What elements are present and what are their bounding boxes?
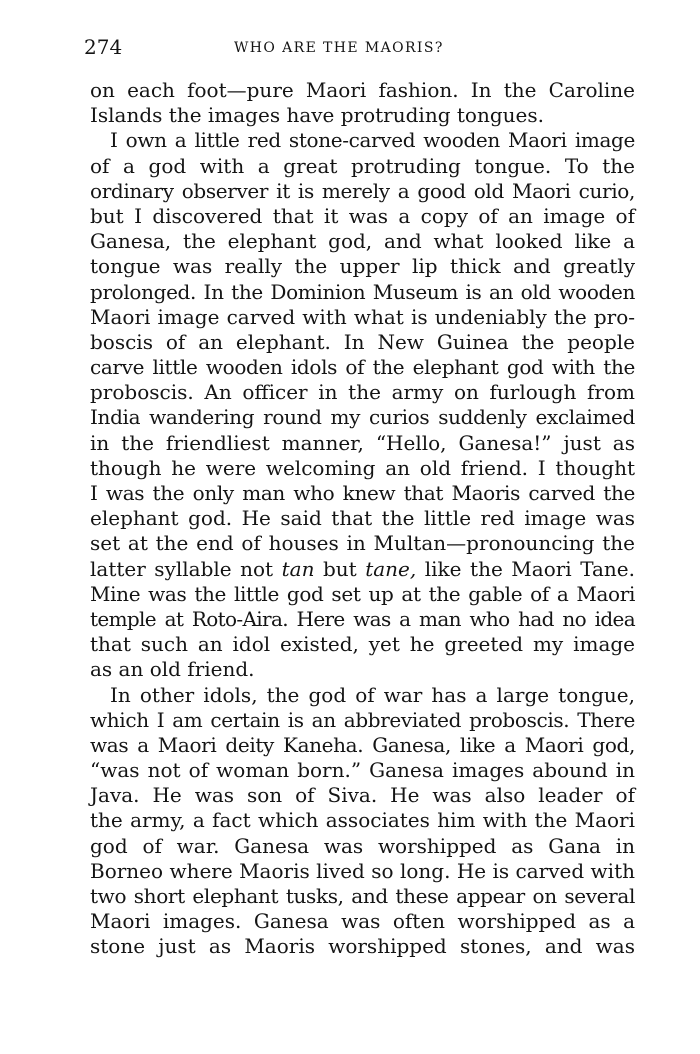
text-line: Java. He was son of Siva. He was also leader of — [90, 783, 635, 808]
text-line: I was the only man who knew that Maoris carved the — [90, 481, 635, 505]
text-line: Borneo where Maoris lived so long. He is carved with — [90, 858, 635, 883]
text-fragment: but — [314, 556, 366, 581]
text-line: the army, a fact which associates him with the Maori — [90, 808, 635, 833]
text-line: god of war. Ganesa was worshipped as Gana in — [90, 833, 635, 858]
text-line: I own a little red stone-carved wooden Maori image — [110, 128, 635, 153]
text-line: In other idols, the god of war has a large tongue, — [110, 682, 635, 707]
text-line: carve little wooden idols of the elephant god with the — [90, 355, 635, 380]
text-line: India wandering round my curios suddenly exclaimed — [90, 405, 635, 430]
page-header — [84, 30, 632, 60]
text-line: two short elephant tusks, and these appear on several — [90, 884, 635, 908]
text-line: set at the end of houses in Multan—pronouncing the — [90, 531, 635, 556]
italic-word: tane, — [365, 556, 417, 581]
text-line: stone just as Maoris worshipped stones, and was — [90, 934, 635, 959]
italic-word: tan — [281, 556, 315, 581]
text-line: Ganesa, the elephant god, and what looked like a — [90, 229, 635, 254]
text-line: proboscis. An officer in the army on furlough from — [90, 380, 635, 405]
text-line: tongue was really the upper lip thick and greatly — [90, 254, 635, 279]
text-line: Mine was the little god set up at the gable of a Maori — [90, 581, 635, 606]
text-line: of a god with a great protruding tongue. To the — [90, 153, 635, 178]
page-number: 274 — [84, 35, 123, 59]
text-line: in the friendliest manner, “Hello, Ganesa!” just as — [90, 430, 635, 455]
text-line: on each foot—pure Maori fashion. In the Caroline — [90, 78, 635, 102]
text-line: “was not of woman born.” Ganesa images abound in — [90, 758, 635, 783]
text-fragment: latter syllable not — [90, 556, 282, 581]
text-line: was a Maori deity Kaneha. Ganesa, like a Maori god, — [90, 732, 635, 757]
body-text — [90, 78, 635, 960]
text-line: ordinary observer it is merely a good old Maori curio, — [90, 178, 635, 203]
text-line: temple at Roto-Aira. Here was a man who had no idea — [90, 606, 635, 631]
text-line: but I discovered that it was a copy of an image of — [90, 203, 635, 228]
text-line: elephant god. He said that the little red image was — [90, 506, 635, 531]
text-line: Islands the images have protruding tongues. — [90, 103, 544, 128]
text-line: boscis of an elephant. In New Guinea the people — [90, 329, 635, 354]
text-line: that such an idol existed, yet he greeted my image — [90, 632, 635, 657]
running-head: WHO ARE THE MAORIS? — [234, 40, 444, 56]
text-line: though he were welcoming an old friend. I thought — [90, 455, 635, 480]
text-line-with-italics — [90, 557, 635, 582]
text-line: which I am certain is an abbreviated proboscis. There — [90, 707, 635, 732]
text-fragment: like the Maori Tane. — [416, 556, 635, 581]
text-line: as an old friend. — [90, 657, 255, 682]
text-line: Maori image carved with what is undeniably the pro- — [90, 304, 635, 329]
text-line: Maori images. Ganesa was often worshipped as a — [90, 909, 635, 934]
text-line: prolonged. In the Dominion Museum is an old wooden — [90, 279, 635, 304]
